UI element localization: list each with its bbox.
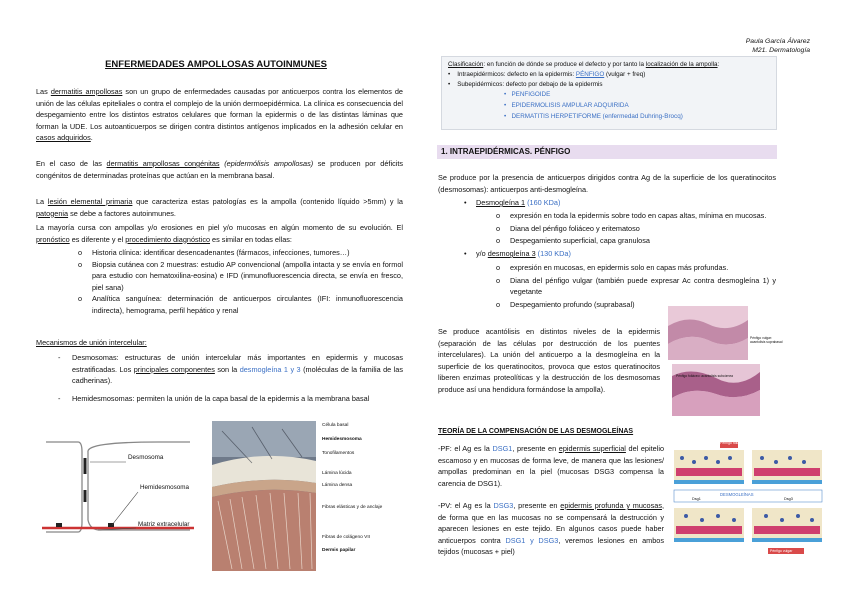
lesion-paragraph: La lesión elemental primaria que caracteriza estas patologías es la ampolla (contenido líquido >5mm) y la patogenia se debe a factores autoinmunes.	[36, 197, 403, 218]
diagram-label-dsg3: Dsg3	[784, 497, 793, 501]
header-author: Paula García Álvarez	[745, 38, 810, 45]
intraepidermal-line: • Intraepidérmicos: defecto en la epidermis: PÉNFIGO (vulgar + freq)	[448, 71, 646, 78]
histo-caption: Pénfigo vulgar: acantolisis suprabasal	[750, 336, 783, 344]
fig2-label-3: Lámina lúcida	[322, 471, 352, 476]
fig2-label-7: Dermis papilar	[322, 548, 356, 553]
sub-item: • PENFIGOIDE	[504, 91, 551, 98]
sub-item: • DERMATITIS HERPETIFORME (enfermedad Duhring-Brocq)	[504, 113, 683, 120]
list-item: o Biopsia cutánea con 2 muestras: estudio AP convencional (ampolla intacta y se envía en formol para estudio con hematoxilina-eosina) e IFD (inmunofluorescencia directa, se envía en fresco, piel sana)	[78, 259, 403, 292]
desmoglein-compensation-diagram	[672, 438, 824, 566]
list-item: - Hemidesmosomas: permiten la unión de la capa basal de la epidermis a la membrana basal	[58, 393, 370, 403]
fig1-label-matrix: Matriz extracelular	[138, 521, 190, 528]
fig1-label-hemidesmosome: Hemidesmosoma	[140, 484, 189, 491]
histo-caption: Pénfigo foliáceo: acantolisis subcórnea	[676, 374, 733, 378]
fig2-label-1: Hemidesmosoma	[322, 437, 362, 442]
fig1-label-desmosome: Desmosoma	[128, 454, 164, 461]
list-item: - Desmosomas: estructuras de unión intercelular más importantes en epidermis y mucosas estratificadas. Los principales componentes son la desmogleína 1 y 3 (moléculas de la familia de las cadherinas).	[58, 353, 403, 386]
fig2-label-4: Lámina densa	[322, 483, 353, 488]
histology-image	[668, 306, 783, 418]
section-heading: 1. INTRAEPIDÉRMICAS. PÉNFIGO	[437, 145, 777, 159]
dsg1-heading: • Desmogleína 1 (160 KDa)	[464, 198, 561, 207]
dsg3-list	[496, 262, 776, 310]
list-item: o Despegamiento profundo (suprabasal)	[496, 299, 635, 309]
theory-heading: TEORÍA DE LA COMPENSACIÓN DE LAS DESMOGLEÍNAS	[438, 428, 634, 435]
section-intro: Se produce por la presencia de anticuerpos dirigidos contra Ag de la superficie de los queratinocitos (desmosomas): anticuerpos anti-desmogleína.	[438, 173, 776, 194]
fig2-label-0: Célula basal	[322, 423, 349, 428]
basement-membrane-diagram	[212, 421, 408, 571]
sub-item: • EPIDERMOLISIS AMPULAR ADQUIRIDA	[504, 102, 629, 109]
pf-paragraph: -PF: el Ag es la DSG1, presente en epidermis superficial del epitelio escamoso y en mucosas de forma leve, de manera que las lesiones/ ampollas predominan en la piel (mucosas DSG3 compensa la carencia de DSG1).	[438, 444, 664, 488]
pv-paragraph: -PV: el Ag es la DSG3, presente en epidermis profunda y mucosas, de forma que en las mucosas no se compensará la destrucción y aparecen lesiones en este tejido. En algunos casos puede haber anticuerpos contra DSG1 y DSG3, veremos lesiones en ambos tejidos (mucosas + piel)	[438, 501, 665, 557]
diagram-label-pf: Pénfigo foliáceo	[720, 441, 745, 445]
acantholysis-paragraph: Se produce acantólisis en distintos niveles de la epidermis (separación de las células por destrucción de los puentes intercelulares). La unión del anticuerpo a la desmogleína en la superficie de los queratinocitos, provoca que estos queratinocitos liberen enzimas proteolíticas y la destrucción de los desmosomas produce así una hendidura formándose la ampolla).	[438, 327, 660, 394]
fig2-label-6: Fibras de colágeno VII	[322, 535, 370, 540]
dsg3-heading: • y/o desmogleína 3 (130 KDa)	[464, 249, 571, 258]
list-item: o expresión en toda la epidermis sobre todo en capas altas, mínima en mucosas.	[496, 211, 767, 220]
page-title: ENFERMEDADES AMPOLLOSAS AUTOINMUNES	[105, 59, 327, 70]
dsg1-list	[496, 210, 776, 247]
list-item: o Diana del pénfigo foliáceo y eritematoso	[496, 223, 640, 233]
classification-line: Clasificación: en función de dónde se produce el defecto y por tanto la localización de la ampolla:	[448, 61, 720, 68]
diagram-label-desmogleins: DESMOGLEÍNAS	[720, 492, 754, 497]
congenital-paragraph: En el caso de las dermatitis ampollosas congénitas (epidermólisis ampollosas) se producen por déficits congénitos de determinadas proteínas que actúan en la membrana basal.	[36, 159, 404, 180]
list-item: o Analítica sanguínea: determinación de anticuerpos circulantes (IFI: inmunofluorescencia indirecta), hemograma, perfil hepático y renal	[78, 294, 403, 315]
fig2-label-5: Fibras elásticas y de anclaje	[322, 505, 383, 510]
diagnosis-list	[78, 247, 403, 317]
mechanisms-list	[58, 352, 403, 404]
classification-box	[441, 56, 777, 130]
subepidermal-line: • Subepidérmicos: defecto por debajo de la epidermis	[448, 81, 603, 88]
header-subject: M21. Dermatología	[752, 47, 810, 54]
list-item: o Despegamiento superficial, capa granulosa	[496, 236, 650, 246]
list-item: o Historia clínica: identificar desencadenantes (fármacos, infecciones, tumores…)	[78, 248, 350, 257]
list-item: o expresión en mucosas, en epidermis solo en capas más profundas.	[496, 263, 729, 272]
desmosome-diagram	[38, 432, 198, 560]
mechanisms-heading: Mecanismos de unión intercelular:	[36, 338, 147, 347]
diagram-label-pv: Pénfigo vulgar	[770, 549, 793, 553]
intro-paragraph: Las dermatitis ampollosas son un grupo de enfermedades causadas por anticuerpos contra los elementos de unión de las células epiteliales o contra el complejo de la unión dermoepidérmica. La clínica es consecuencia del despegamiento entre los distintos estratos celulares que forman la epidermis o de las distintas láminas que forman la UDE. Los autoanticuerpos se dirigen contra distintos antígenos implicados en la adhesión celular en casos adquiridos.	[36, 87, 403, 143]
diagram-label-dsg1: Dsg1	[692, 497, 701, 501]
list-item: o Diana del pénfigo vulgar (también puede expresar Ac contra desmogleína 1) y vegetante	[496, 275, 776, 297]
diagnosis-paragraph: La mayoría cursa con ampollas y/o erosiones en piel y/o mucosas en algún momento de su evolución. El pronóstico es diferente y el procedimiento diagnóstico es similar en todas ellas:	[36, 223, 403, 244]
fig2-label-2: Tonofilamentos	[322, 451, 355, 456]
